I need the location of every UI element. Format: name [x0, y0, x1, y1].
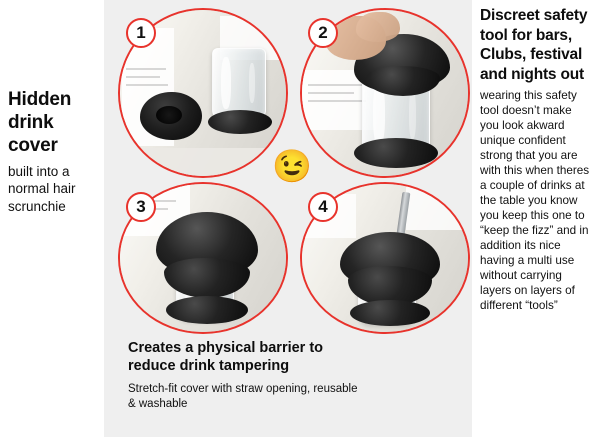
- photo-1-paper-line: [126, 84, 168, 86]
- caption-subtext: Stretch-fit cover with straw opening, reusable & washable: [128, 382, 358, 411]
- photo-2-paper-line: [308, 100, 366, 102]
- photo-2-paper-line: [308, 84, 362, 86]
- left-subheadline: built into a normal hair scrunchie: [8, 163, 76, 214]
- photo-4-paper: [406, 184, 470, 230]
- photo-1-paper-line: [126, 76, 160, 78]
- photo-1-glass-base-cloth: [208, 110, 272, 134]
- photo-4-cover-base: [350, 300, 430, 326]
- photo-1-table: [130, 148, 280, 178]
- right-text-column: [476, 6, 596, 431]
- photo-1-glass-shine: [249, 63, 255, 103]
- center-caption: [128, 340, 360, 412]
- left-text-column: [0, 0, 104, 437]
- photo-2-glass-shine: [409, 91, 416, 139]
- step-4-badge: 4: [308, 192, 338, 222]
- photo-2-paper-line: [308, 92, 354, 94]
- step-3-badge: 3: [126, 192, 156, 222]
- photo-3-cover-base: [166, 296, 248, 324]
- right-headline: Discreet safety tool for bars, Clubs, festival and nights out: [480, 7, 588, 83]
- left-headline: Hidden drink cover: [8, 89, 72, 157]
- photo-2-glass-base-cloth: [354, 138, 438, 168]
- right-bodytext: wearing this safety tool doesn’t make you look akward unique confident strong that you are with this when theres a couple of drinks at the table you know you keep this one to “keep the fizz” and in addition its nice having a multi use without carrying layers on layers of different “tools”: [480, 89, 590, 312]
- wink-emoji: 😉: [272, 148, 312, 184]
- photo-1-paper-line: [126, 68, 166, 70]
- photo-1-glass-shine: [221, 57, 231, 109]
- photo-1-scrunchie-center: [156, 106, 182, 124]
- step-1-badge: 1: [126, 18, 156, 48]
- step-2-badge: 2: [308, 18, 338, 48]
- photo-2-fingers: [356, 12, 400, 42]
- caption-headline: Creates a physical barrier to reduce drink tampering: [128, 340, 324, 374]
